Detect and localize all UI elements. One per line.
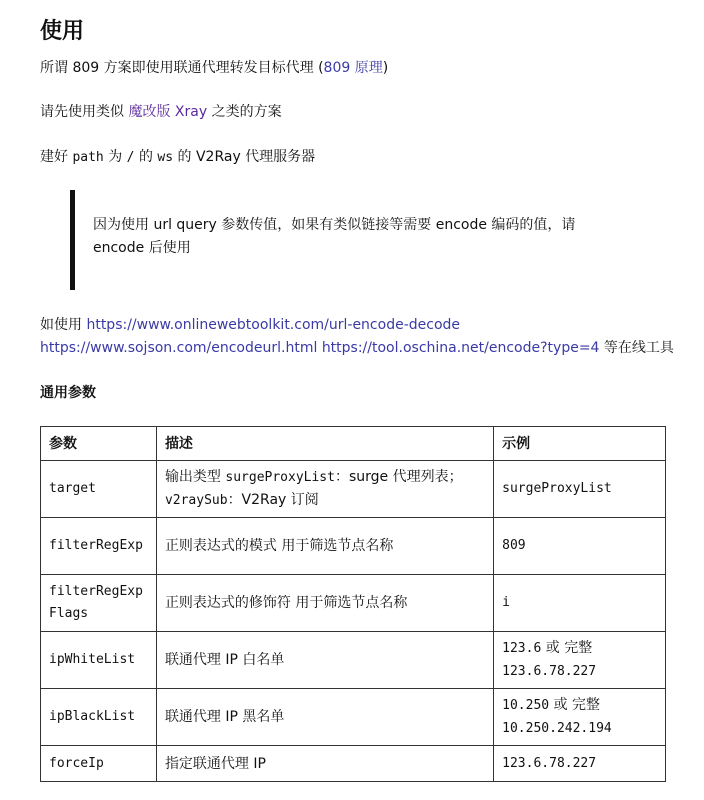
intro-tail: )	[382, 60, 389, 76]
setup-text-d: 的 V2Ray 代理服务器	[173, 149, 316, 165]
code-path: path	[72, 150, 104, 165]
modified-xray-link[interactable]: 魔改版 Xray	[128, 104, 208, 120]
desc-text: ：surge 代理列表；	[334, 469, 463, 485]
table-row	[41, 461, 666, 518]
page-title: 使用	[40, 19, 85, 44]
header-param: 参数	[41, 427, 157, 461]
header-example: 示例	[494, 427, 666, 461]
example-cell	[494, 632, 666, 689]
desc-text: 输出类型	[164, 469, 226, 485]
prerequisite-paragraph	[40, 102, 282, 122]
setup-text-a: 建好	[40, 149, 73, 165]
code-slash: /	[126, 150, 135, 165]
example-code: 10.250	[502, 698, 550, 713]
desc-text: ：V2Ray 订阅	[227, 492, 319, 508]
809-principle-link[interactable]: 809 原理	[323, 60, 383, 76]
desc-cell: 联通代理 IP 黑名单	[156, 689, 493, 746]
example-cell: i	[494, 575, 666, 632]
example-code: 123.6	[502, 641, 542, 656]
desc-cell: 正则表达式的模式 用于筛选节点名称	[156, 518, 493, 575]
onlinewebtoolkit-link[interactable]: https://www.onlinewebtoolkit.com/url-encode-decode	[86, 317, 461, 333]
example-cell: surgeProxyList	[494, 461, 666, 518]
param-cell: filterRegExp	[41, 518, 157, 575]
setup-text-b: 为	[103, 149, 127, 165]
sojson-link[interactable]: https://www.sojson.com/encodeurl.html	[40, 340, 318, 356]
setup-text-c: 的	[134, 149, 158, 165]
tools-paragraph-line1	[40, 315, 460, 335]
param-cell: ipWhiteList	[41, 632, 157, 689]
param-cell: filterRegExpFlags	[41, 575, 157, 632]
desc-code: surgeProxyList	[225, 470, 335, 485]
tools-text: 如使用	[40, 317, 87, 333]
param-cell: forceIp	[41, 746, 157, 782]
oschina-link[interactable]: https://tool.oschina.net/encode?type=4	[321, 340, 600, 356]
table-row	[41, 689, 666, 746]
desc-code: v2raySub	[164, 493, 228, 508]
example-text: 或 完整	[549, 697, 601, 713]
table-row	[41, 575, 666, 632]
tools-paragraph-line2	[40, 338, 674, 358]
example-code: 10.250.242.194	[502, 721, 612, 736]
desc-cell: 正则表达式的修饰符 用于筛选节点名称	[156, 575, 493, 632]
example-cell: 123.6.78.227	[494, 746, 666, 782]
example-cell	[494, 689, 666, 746]
table-row	[41, 746, 666, 782]
code-ws: ws	[157, 150, 174, 165]
server-setup-paragraph	[40, 147, 315, 168]
desc-cell	[156, 461, 493, 518]
example-cell: 809	[494, 518, 666, 575]
encode-note-text: 因为使用 url query 参数传值，如果有类似链接等需要 encode 编码的值，请 encode 后使用	[93, 217, 576, 256]
header-desc: 描述	[156, 427, 493, 461]
desc-cell: 联通代理 IP 白名单	[156, 632, 493, 689]
table-header-row	[41, 427, 666, 461]
encode-note-blockquote	[70, 190, 590, 290]
example-text: 或 完整	[541, 640, 593, 656]
section-heading-common-params: 通用参数	[40, 385, 96, 401]
example-code: 123.6.78.227	[502, 664, 597, 679]
table-row	[41, 518, 666, 575]
intro-text: 所谓 809 方案即使用联通代理转发目标代理 (	[40, 60, 324, 76]
prerequisite-text: 请先使用类似	[40, 104, 129, 120]
param-cell: ipBlackList	[41, 689, 157, 746]
tools-tail: 等在线工具	[599, 340, 674, 356]
params-table	[40, 426, 666, 782]
table-row	[41, 632, 666, 689]
intro-paragraph	[40, 58, 388, 78]
param-cell: target	[41, 461, 157, 518]
prerequisite-tail: 之类的方案	[207, 104, 282, 120]
desc-cell: 指定联通代理 IP	[156, 746, 493, 782]
